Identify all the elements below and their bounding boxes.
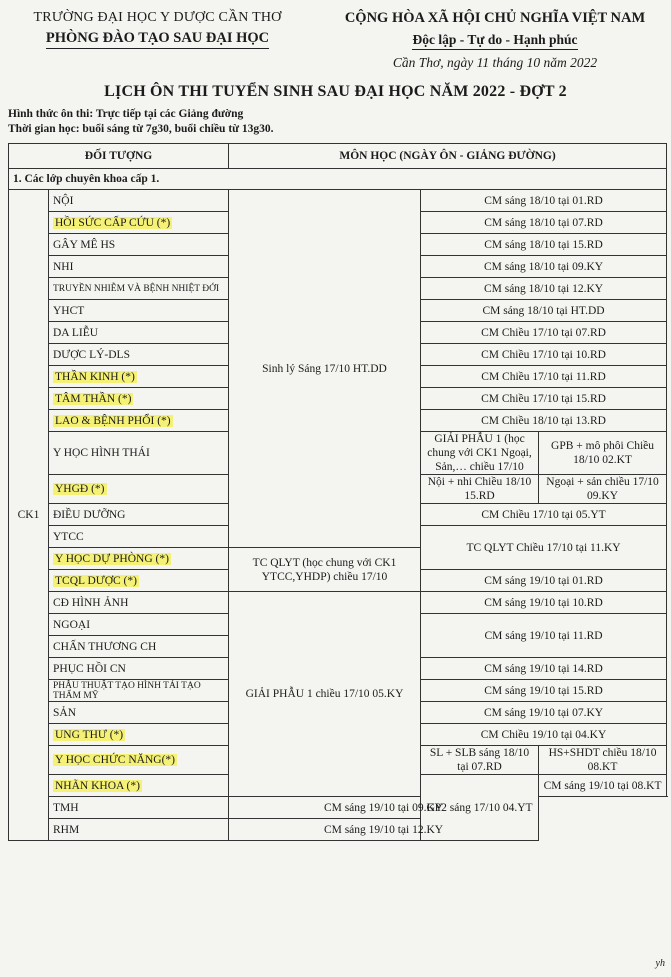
letterhead-right [330,10,660,71]
specialty-cell: CM sáng 18/10 tại HT.DD [421,300,667,322]
basic-subject-gp2: GP2 sáng 17/10 04.YT [421,775,539,841]
schedule-table [8,143,667,841]
specialty-cell: CM sáng 18/10 tại 01.RD [421,190,667,212]
basic-subject-tcqlyt: TC QLYT (học chung với CK1 YTCC,YHDP) chiều 17/10 [229,548,421,592]
highlighted-name: LAO & BỆNH PHỔI (*) [55,414,171,427]
target-cell: TRUYỀN NHIỄM VÀ BỆNH NHIỆT ĐỚI [49,278,229,300]
specialty-cell: CM Chiều 17/10 tại 07.RD [421,322,667,344]
document-title: LỊCH ÔN THI TUYỂN SINH SAU ĐẠI HỌC NĂM 2022 - ĐỢT 2 [104,83,567,100]
target-cell: Y HỌC HÌNH THÁI [49,432,229,475]
target-cell [49,548,229,570]
specialty-cell-b: Ngoại + sản chiều 17/10 09.KY [539,475,667,504]
target-cell: GÂY MÊ HS [49,234,229,256]
target-cell: NGOẠI [49,614,229,636]
specialty-cell: CM sáng 19/10 tại 15.RD [421,680,667,702]
specialty-cell: CM sáng 19/10 tại 10.RD [421,592,667,614]
table-header-row [9,144,667,169]
initials-mark: yh [655,958,665,969]
table-row [9,592,667,614]
specialty-cell-b: GPB + mô phôi Chiều 18/10 02.KT [539,432,667,475]
basic-subject-sinhly: Sinh lý Sáng 17/10 HT.DD [229,190,421,548]
table-row [9,797,667,819]
specialty-cell-a: GIẢI PHẪU 1 (học chung với CK1 Ngoại, Sản,… chiều 17/10 [421,432,539,475]
highlighted-name: THẦN KINH (*) [55,370,135,383]
table-row [9,190,667,212]
target-cell: YTCC [49,526,229,548]
target-cell: SẢN [49,702,229,724]
table-row [9,819,667,841]
target-cell: NỘI [49,190,229,212]
specialty-cell: CM sáng 19/10 tại 08.KT [539,775,667,797]
group-cell: CK1 [9,190,49,841]
specialty-cell: TC QLYT Chiều 17/10 tại 11.KY [421,526,667,570]
specialty-cell: CM Chiều 17/10 tại 11.RD [421,366,667,388]
target-cell [49,570,229,592]
target-cell [49,724,229,746]
specialty-cell: CM Chiều 19/10 tại 04.KY [421,724,667,746]
highlighted-name: TÂM THẦN (*) [55,392,132,405]
specialty-cell: CM Chiều 17/10 tại 15.RD [421,388,667,410]
target-cell [49,366,229,388]
specialty-cell: CM sáng 19/10 tại 07.KY [421,702,667,724]
school-name: TRƯỜNG ĐẠI HỌC Y DƯỢC CẦN THƠ [33,10,282,25]
header-subject: MÔN HỌC (NGÀY ÔN - GIẢNG ĐƯỜNG) [229,144,667,169]
letterhead-left [20,10,295,49]
highlighted-name: HỒI SỨC CẤP CỨU (*) [55,216,171,229]
target-cell: PHẪU THUẬT TẠO HÌNH TÁI TẠO THẨM MỸ [49,680,229,702]
date-line: Cần Thơ, ngày 11 tháng 10 năm 2022 [392,55,598,70]
header-target: ĐỐI TƯỢNG [9,144,229,169]
section-title: 1. Các lớp chuyên khoa cấp 1. [9,169,667,190]
department-name: PHÒNG ĐÀO TẠO SAU ĐẠI HỌC [46,30,269,49]
section-row [9,169,667,190]
target-cell [49,475,229,504]
target-cell: TMH [49,797,229,819]
exam-form-note: Hình thức ôn thi: Trực tiếp tại các Giảng đường [8,108,244,120]
study-time-note: Thời gian học: buổi sáng từ 7g30, buổi chiều từ 13g30. [8,123,274,135]
target-cell [49,212,229,234]
target-cell: NHI [49,256,229,278]
basic-subject-giaiphau: GIẢI PHẪU 1 chiều 17/10 05.KY [229,592,421,797]
specialty-cell: CM Chiều 17/10 tại 10.RD [421,344,667,366]
target-cell [49,775,229,797]
specialty-cell: CM sáng 18/10 tại 09.KY [421,256,667,278]
target-cell: DƯỢC LÝ-DLS [49,344,229,366]
specialty-cell-b: HS+SHDT chiều 18/10 08.KT [539,746,667,775]
target-cell: YHCT [49,300,229,322]
highlighted-name: Y HỌC CHỨC NĂNG(*) [55,754,175,766]
specialty-cell-a: Nội + nhi Chiều 18/10 15.RD [421,475,539,504]
target-cell: PHỤC HỒI CN [49,658,229,680]
target-cell: CĐ HÌNH ẢNH [49,592,229,614]
specialty-cell: CM sáng 18/10 tại 07.RD [421,212,667,234]
specialty-cell: CM sáng 18/10 tại 15.RD [421,234,667,256]
target-cell: RHM [49,819,229,841]
target-cell [49,410,229,432]
specialty-cell: CM sáng 19/10 tại 09.KY [229,797,539,819]
highlighted-name: NHÃN KHOA (*) [55,779,140,792]
highlighted-name: UNG THƯ (*) [55,728,124,741]
target-cell: ĐIỀU DƯỠNG [49,504,229,526]
target-cell: CHẤN THƯƠNG CH [49,636,229,658]
highlighted-name: YHGĐ (*) [55,483,105,495]
specialty-cell: CM Chiều 18/10 tại 13.RD [421,410,667,432]
specialty-cell: CM sáng 19/10 tại 14.RD [421,658,667,680]
specialty-cell: CM sáng 19/10 tại 11.RD [421,614,667,658]
republic-name: CỘNG HÒA XÃ HỘI CHỦ NGHĨA VIỆT NAM [344,10,646,26]
specialty-cell: CM Chiều 17/10 tại 05.YT [421,504,667,526]
target-cell [49,746,229,775]
specialty-cell: CM sáng 19/10 tại 12.KY [229,819,539,841]
specialty-cell: CM sáng 19/10 tại 01.RD [421,570,667,592]
motto: Độc lập - Tự do - Hạnh phúc [412,32,577,50]
target-cell [49,388,229,410]
specialty-cell: CM sáng 18/10 tại 12.KY [421,278,667,300]
highlighted-name: TCQL DƯỢC (*) [55,574,137,587]
specialty-cell-a: SL + SLB sáng 18/10 tại 07.RD [421,746,539,775]
target-cell: DA LIỄU [49,322,229,344]
highlighted-name: Y HỌC DỰ PHÒNG (*) [55,552,169,565]
